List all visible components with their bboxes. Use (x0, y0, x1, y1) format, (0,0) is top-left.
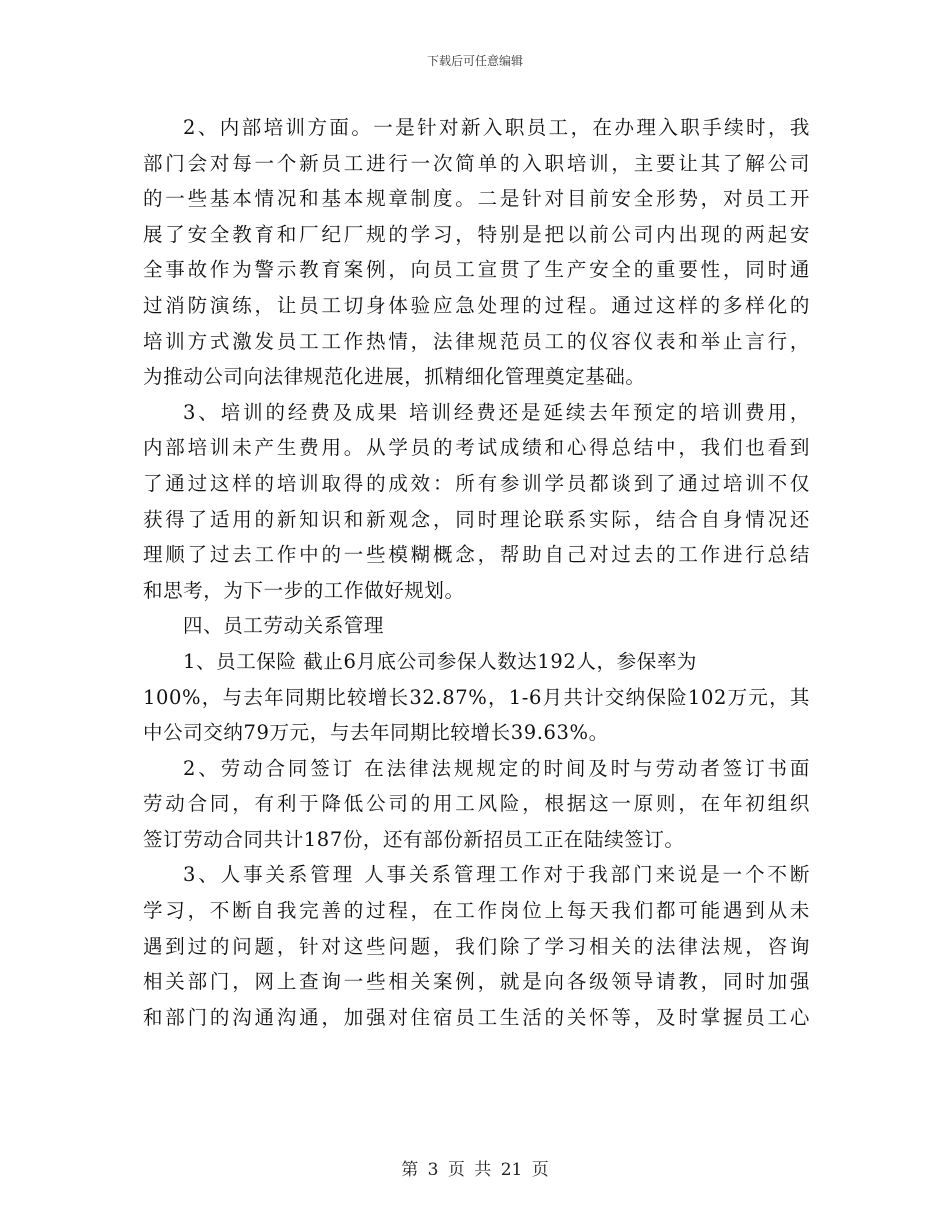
paragraph-line: 展了安全教育和厂纪厂规的学习，特别是把以前公司内出现的两起安 (143, 222, 810, 246)
page-footer: 第 3 页 共 21 页 (401, 1160, 549, 1180)
paragraph-line: 获得了适用的新知识和新观念，同时理论联系实际，结合自身情况还 (143, 507, 810, 531)
page-header: 下载后可任意编辑 (426, 54, 523, 68)
paragraph-line: 学习，不断自我完善的过程，在工作岗位上每天我们都可能遇到从未 (143, 899, 810, 923)
paragraph-line: 相关部门，网上查询一些相关案例，就是向各级领导请教，同时加强 (143, 970, 810, 994)
paragraph-line: 过消防演练，让员工切身体验应急处理的过程。通过这样的多样化的 (143, 293, 810, 317)
paragraph-line: 的一些基本情况和基本规章制度。二是针对目前安全形势，对员工开 (143, 187, 810, 211)
paragraph-line: 内部培训未产生费用。从学员的考试成绩和心得总结中，我们也看到 (143, 436, 810, 460)
paragraph-line: 1、员工保险 截止6月底公司参保人数达192人，参保率为 (183, 649, 698, 673)
paragraph-line: 和部门的沟通沟通，加强对住宿员工生活的关怀等，及时掌握员工心 (143, 1005, 810, 1029)
document-body (143, 110, 810, 1035)
paragraph-line: 遇到过的问题，针对这些问题，我们除了学习相关的法律法规，咨询 (143, 934, 810, 958)
paragraph-line: 了通过这样的培训取得的成效：所有参训学员都谈到了通过培训不仅 (143, 471, 810, 495)
paragraph-line: 部门会对每一个新员工进行一次简单的入职培训，主要让其了解公司 (143, 151, 810, 175)
paragraph-line: 为推动公司向法律规范化进展，抓精细化管理奠定基础。 (143, 365, 646, 389)
paragraph-line: 全事故作为警示教育案例，向员工宣贯了生产安全的重要性，同时通 (143, 258, 810, 282)
paragraph-line: 理顺了过去工作中的一些模糊概念，帮助自己对过去的工作进行总结 (143, 543, 810, 567)
paragraph-line: 2、劳动合同签订 在法律法规规定的时间及时与劳动者签订书面 (183, 756, 810, 780)
paragraph-line: 3、人事关系管理 人事关系管理工作对于我部门来说是一个不断 (183, 863, 810, 887)
section-heading: 四、员工劳动关系管理 (183, 614, 385, 638)
paragraph-line: 2、内部培训方面。一是针对新入职员工，在办理入职手续时，我 (183, 116, 810, 139)
paragraph-line: 100%，与去年同期比较增长32.87%，1-6月共计交纳保险102万元，其 (143, 685, 810, 709)
paragraph-line: 3、培训的经费及成果 培训经费还是延续去年预定的培训费用， (183, 400, 810, 424)
paragraph-line: 签订劳动合同共计187份，还有部份新招员工正在陆续签订。 (143, 827, 685, 851)
paragraph-line: 培训方式激发员工工作热情，法律规范员工的仪容仪表和举止言行， (143, 329, 810, 353)
paragraph-line: 劳动合同，有利于降低公司的用工风险，根据这一原则，在年初组织 (143, 792, 810, 816)
paragraph-line: 中公司交纳79万元，与去年同期比较增长39.63%。 (143, 721, 609, 745)
paragraph-line: 和思考，为下一步的工作做好规划。 (143, 578, 465, 602)
